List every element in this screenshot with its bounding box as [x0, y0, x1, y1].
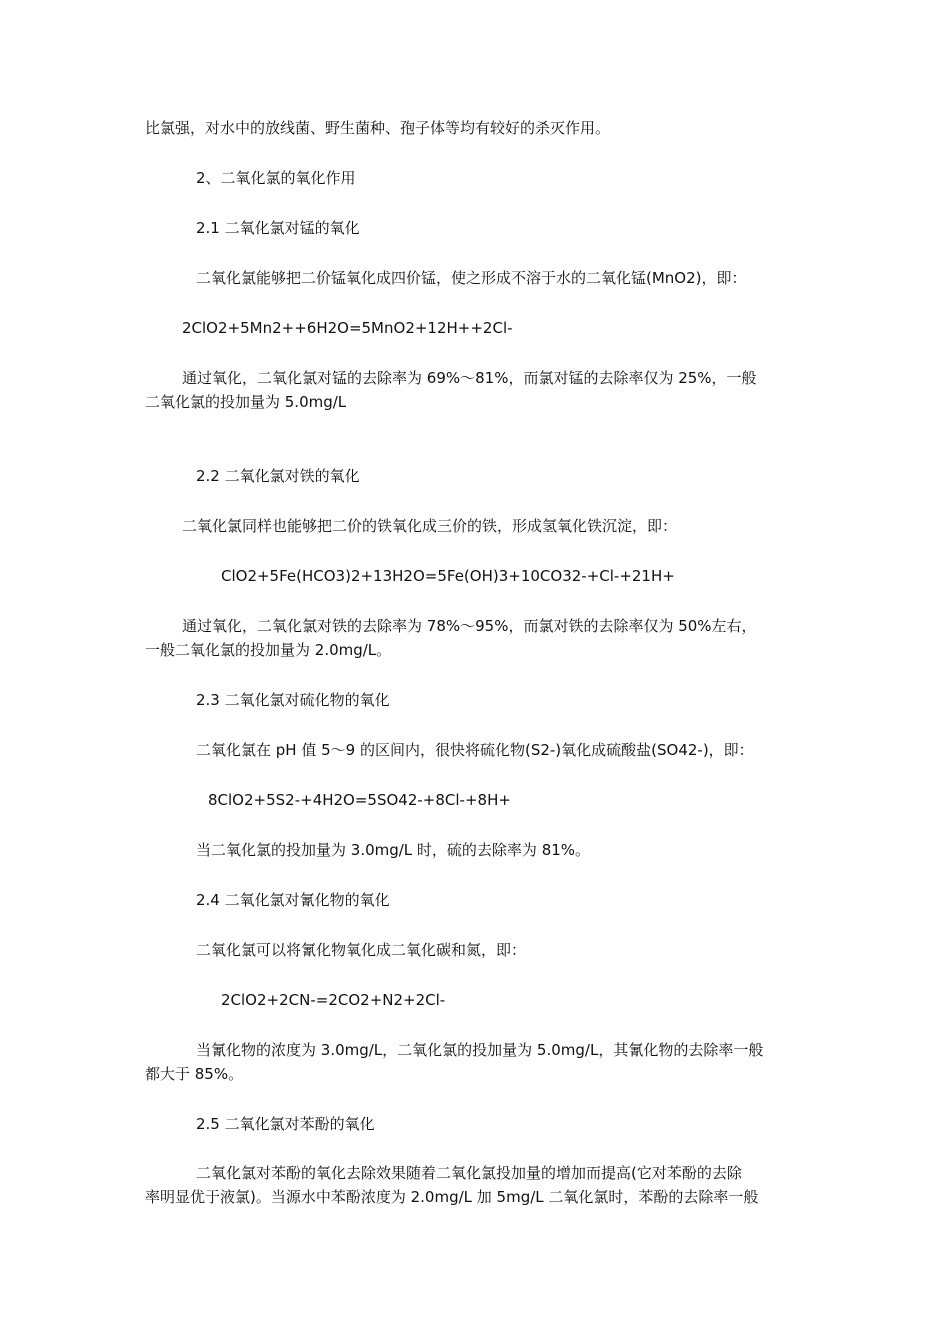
equation-cyanide: 2ClO2+2CN-=2CO2+N2+2Cl-	[221, 991, 446, 1009]
subsection-2-1-heading: 2.1 二氧化氯对锰的氧化	[196, 219, 360, 237]
subsection-2-5-text-line2: 率明显优于液氯)。当源水中苯酚浓度为 2.0mg/L 加 5mg/L 二氧化氯时，苯酚的去除率一般	[145, 1188, 759, 1206]
subsection-2-4-heading: 2.4 二氧化氯对氰化物的氧化	[196, 891, 390, 909]
subsection-2-5-text-line1: 二氧化氯对苯酚的氧化去除效果随着二氧化氯投加量的增加而提高(它对苯酚的去除	[196, 1164, 742, 1182]
subsection-2-2-result-line1: 通过氧化，二氧化氯对铁的去除率为 78%～95%，而氯对铁的去除率仅为 50%左右，	[182, 617, 757, 635]
subsection-2-3-heading: 2.3 二氧化氯对硫化物的氧化	[196, 691, 390, 709]
intro-paragraph: 比氯强，对水中的放线菌、野生菌种、孢子体等均有较好的杀灭作用。	[145, 119, 611, 137]
subsection-2-2-text: 二氧化氯同样也能够把二价的铁氧化成三价的铁，形成氢氧化铁沉淀，即：	[182, 517, 678, 535]
subsection-2-3-result: 当二氧化氯的投加量为 3.0mg/L 时，硫的去除率为 81%。	[196, 841, 591, 859]
subsection-2-1-result-line2: 二氧化氯的投加量为 5.0mg/L	[145, 393, 347, 411]
equation-iron: ClO2+5Fe(HCO3)2+13H2O=5Fe(OH)3+10CO32-+Cl-+21H+	[221, 567, 675, 585]
equation-manganese: 2ClO2+5Mn2++6H2O=5MnO2+12H++2Cl-	[182, 319, 513, 337]
subsection-2-4-text: 二氧化氯可以将氰化物氧化成二氧化碳和氮，即：	[196, 941, 527, 959]
equation-sulfide: 8ClO2+5S2-+4H2O=5SO42-+8Cl-+8H+	[208, 791, 511, 809]
subsection-2-2-result-line2: 一般二氧化氯的投加量为 2.0mg/L。	[145, 641, 392, 659]
subsection-2-3-text: 二氧化氯在 pH 值 5～9 的区间内，很快将硫化物(S2-)氧化成硫酸盐(SO42-)，即：	[196, 741, 754, 759]
subsection-2-4-result-line1: 当氰化物的浓度为 3.0mg/L，二氧化氯的投加量为 5.0mg/L，其氰化物的去除率一般	[196, 1041, 764, 1059]
subsection-2-1-result-line1: 通过氧化，二氧化氯对锰的去除率为 69%～81%，而氯对锰的去除率仅为 25%，一般	[182, 369, 757, 387]
subsection-2-2-heading: 2.2 二氧化氯对铁的氧化	[196, 467, 360, 485]
subsection-2-5-heading: 2.5 二氧化氯对苯酚的氧化	[196, 1115, 375, 1133]
subsection-2-4-result-line2: 都大于 85%。	[145, 1065, 244, 1083]
subsection-2-1-text: 二氧化氯能够把二价锰氧化成四价锰，使之形成不溶于水的二氧化锰(MnO2)，即：	[196, 269, 747, 287]
section-title: 2、二氧化氯的氧化作用	[196, 169, 356, 187]
